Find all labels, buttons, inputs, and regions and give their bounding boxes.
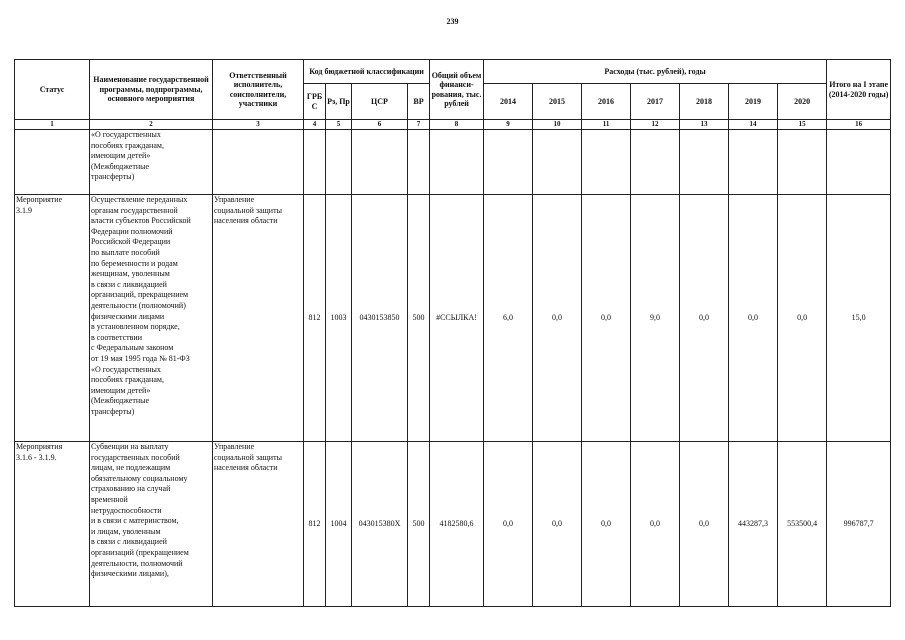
text-line: в связи с ликвидацией (91, 279, 167, 289)
header-expenses: Расходы (тыс. рублей), годы (484, 60, 827, 84)
column-number: 9 (484, 120, 533, 130)
vr-cell (408, 130, 430, 195)
text-line: имеющим детей» (91, 151, 151, 161)
column-number: 12 (631, 120, 680, 130)
column-number: 14 (729, 120, 778, 130)
value-2018 (680, 130, 729, 195)
value-2015: 0,0 (533, 442, 582, 607)
value-2017: 9,0 (631, 195, 680, 442)
text-line: Российской Федерации (91, 237, 171, 247)
header-year: 2014 (484, 84, 533, 120)
column-number: 16 (827, 120, 891, 130)
vr-cell: 500 (408, 195, 430, 442)
grbs-cell (304, 130, 326, 195)
text-line: Управление (214, 442, 255, 451)
csr-cell: 043015380Х (352, 442, 408, 607)
text-line: трансферты) (91, 172, 135, 182)
header-year: 2017 (631, 84, 680, 120)
header-total-volume: Общий объем финанси-рования, тыс. рублей (430, 60, 484, 120)
column-number: 6 (352, 120, 408, 130)
text-line: 3.1.9 (16, 205, 32, 215)
text-line: пособиях гражданам, (91, 375, 164, 385)
text-line: пособиях гражданам, (91, 140, 164, 150)
name-cell (90, 130, 213, 195)
text-line: деятельности (полномочий) (91, 300, 186, 310)
text-line: (Межбюджетные (91, 161, 150, 171)
text-line: организаций (прекращением (91, 547, 189, 557)
header-year: 2016 (582, 84, 631, 120)
text-line: «О государственных (91, 130, 161, 139)
text-line: (Межбюджетные (91, 396, 150, 406)
text-line: государственных пособий (91, 452, 180, 462)
text-line: Управление (214, 195, 255, 204)
rzpr-cell: 1004 (326, 442, 352, 607)
value-2016 (582, 130, 631, 195)
text-line: страхованию на случай (91, 484, 171, 494)
text-line: обязательному социальному (91, 473, 188, 483)
value-2015 (533, 130, 582, 195)
itogo-cell: 15,0 (827, 195, 891, 442)
text-line: деятельности, полномочий (91, 558, 183, 568)
name-cell (90, 195, 213, 442)
value-2016: 0,0 (582, 442, 631, 607)
text-line: «О государственных (91, 364, 161, 374)
text-line: женщинам, уволенным (91, 269, 170, 279)
column-number: 10 (533, 120, 582, 130)
value-2020: 0,0 (778, 195, 827, 442)
header-itogo: Итого на I этапе (2014-2020 годы) (827, 60, 891, 120)
page-number: 239 (446, 17, 459, 26)
status-cell (15, 130, 90, 195)
text-line: организаций, прекращением (91, 290, 189, 300)
text-line: населения области (214, 463, 278, 473)
responsible-cell (213, 442, 304, 607)
text-line: имеющим детей» (91, 385, 151, 395)
itogo-cell: 996787,7 (827, 442, 891, 607)
text-line: власти субъектов Российской (91, 216, 191, 226)
header-grbs: ГРБ С (304, 84, 326, 120)
csr-cell: 0430153850 (352, 195, 408, 442)
text-line: лицам, не подлежащим (91, 463, 171, 473)
text-line: органам государственной (91, 205, 178, 215)
text-line: физическими лицами (91, 311, 165, 321)
column-number: 11 (582, 120, 631, 130)
text-line: Мероприятие (16, 195, 63, 204)
value-2016: 0,0 (582, 195, 631, 442)
header-year: 2015 (533, 84, 582, 120)
text-line: физическими лицами), (91, 569, 169, 579)
value-2019: 0,0 (729, 195, 778, 442)
text-line: по беременности и родам (91, 258, 178, 268)
value-2017: 0,0 (631, 442, 680, 607)
text-line: с Федеральным законом (91, 343, 174, 353)
value-2017 (631, 130, 680, 195)
header-year: 2019 (729, 84, 778, 120)
text-line: временной (91, 494, 128, 504)
table-row (15, 442, 891, 607)
header-year: 2018 (680, 84, 729, 120)
header-budget-code: Код бюджетной классификации (304, 60, 430, 84)
column-number: 15 (778, 120, 827, 130)
text-line: от 19 мая 1995 года № 81-ФЗ (91, 353, 190, 363)
column-number: 13 (680, 120, 729, 130)
rzpr-cell (326, 130, 352, 195)
value-2019 (729, 130, 778, 195)
text-line: трансферты) (91, 406, 135, 416)
text-line: в установленном порядке, (91, 322, 180, 332)
budget-table (14, 59, 891, 607)
table-row (15, 130, 891, 195)
header-responsible: Ответственный исполнитель, соисполнители, участники (213, 60, 304, 120)
value-2018: 0,0 (680, 442, 729, 607)
text-line: Мероприятия (16, 442, 63, 451)
column-number: 1 (15, 120, 90, 130)
header-vr: ВР (408, 84, 430, 120)
column-number: 4 (304, 120, 326, 130)
value-2014: 0,0 (484, 442, 533, 607)
text-line: населения области (214, 216, 278, 226)
column-number: 8 (430, 120, 484, 130)
table-row (15, 195, 891, 442)
status-cell (15, 442, 90, 607)
grbs-cell: 812 (304, 442, 326, 607)
value-2014 (484, 130, 533, 195)
responsible-cell (213, 130, 304, 195)
header-csr: ЦСР (352, 84, 408, 120)
value-2015: 0,0 (533, 195, 582, 442)
column-number: 7 (408, 120, 430, 130)
total-cell (430, 130, 484, 195)
text-line: и лицам, уволенным (91, 526, 161, 536)
text-line: Осуществление переданных (91, 195, 188, 204)
text-line: Субвенции на выплату (91, 442, 169, 451)
text-line: социальной защиты (214, 205, 282, 215)
header-year: 2020 (778, 84, 827, 120)
text-line: Федерации полномочий (91, 226, 173, 236)
text-line: в связи с ликвидацией (91, 537, 167, 547)
column-number: 2 (90, 120, 213, 130)
vr-cell: 500 (408, 442, 430, 607)
text-line: в соответствии (91, 332, 142, 342)
column-number: 3 (213, 120, 304, 130)
header-rzpr: Рз, Пр (326, 84, 352, 120)
text-line: и в связи с материнством, (91, 516, 179, 526)
value-2018: 0,0 (680, 195, 729, 442)
itogo-cell (827, 130, 891, 195)
text-line: социальной защиты (214, 452, 282, 462)
total-cell: #ССЫЛКА! (430, 195, 484, 442)
text-line: по выплате пособий (91, 247, 160, 257)
value-2019: 443287,3 (729, 442, 778, 607)
text-line: 3.1.6 - 3.1.9. (16, 452, 57, 462)
csr-cell (352, 130, 408, 195)
grbs-cell: 812 (304, 195, 326, 442)
header-name: Наименование государственной программы, подпрограммы, основного мероприятия (90, 60, 213, 120)
column-number-row (15, 120, 891, 130)
column-number: 5 (326, 120, 352, 130)
value-2020: 553500,4 (778, 442, 827, 607)
responsible-cell (213, 195, 304, 442)
name-cell (90, 442, 213, 607)
text-line: нетрудоспособности (91, 505, 162, 515)
value-2020 (778, 130, 827, 195)
status-cell (15, 195, 90, 442)
header-status: Статус (15, 60, 90, 120)
value-2014: 6,0 (484, 195, 533, 442)
rzpr-cell: 1003 (326, 195, 352, 442)
total-cell: 4182580,6 (430, 442, 484, 607)
